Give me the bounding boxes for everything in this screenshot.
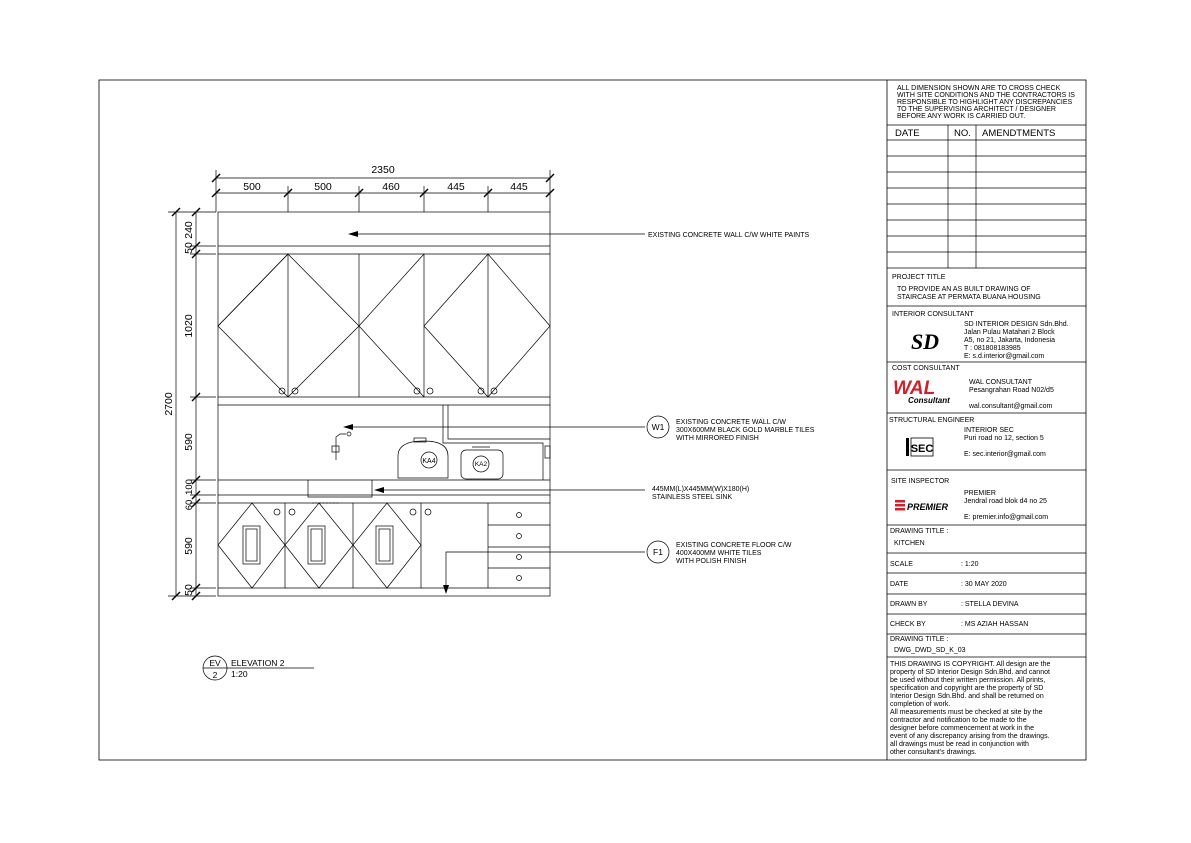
site-line-1: PREMIER [964, 490, 996, 497]
elevation-scale: 1:20 [231, 669, 248, 679]
appliance-ka2-tag: KA2 [474, 461, 488, 468]
w1-note-line-1: EXISTING CONCRETE WALL C/W [676, 419, 786, 426]
disclaimer-line-5: BEFORE ANY WORK IS CARRIED OUT. [897, 113, 1026, 120]
sd-logo: SD [910, 329, 940, 354]
dim-height-5: 100 [184, 479, 195, 495]
project-title-label: PROJECT TITLE [892, 274, 946, 281]
interior-line-4: T : 081808183985 [964, 345, 1021, 352]
dim-total-height: 2700 [163, 392, 175, 416]
f1-note-line-1: EXISTING CONCRETE FLOOR C/W [676, 542, 792, 549]
drawing-number: DWG_DWD_SD_K_03 [894, 647, 966, 654]
elevation-tag-top: EV [209, 658, 221, 668]
drawn-by-value: : STELLA DEVINA [961, 601, 1019, 608]
dim-height-8: 50 [183, 584, 195, 596]
dim-width-2: 500 [314, 181, 332, 193]
dim-width-5: 445 [510, 181, 528, 193]
interior-line-1: SD INTERIOR DESIGN Sdn.Bhd. [964, 321, 1069, 328]
cost-line-2: Pesangrahan Road N02/d5 [969, 387, 1054, 394]
drawn-by-label: DRAWN BY [890, 601, 928, 608]
kitchen-elevation [168, 170, 669, 600]
w1-tag: W1 [651, 422, 665, 432]
dim-width-3: 460 [382, 181, 400, 193]
copyright-line-5: Interior Design Sdn.Bhd. and shall be returned on [890, 693, 1044, 700]
dim-height-4: 590 [183, 433, 195, 451]
copyright-line-7: All measurements must be checked at site by the [890, 709, 1043, 716]
check-by-value: : MS AZIAH HASSAN [961, 621, 1029, 628]
sink-note-line-2: STAINLESS STEEL SINK [652, 494, 733, 501]
date-label: DATE [890, 581, 909, 588]
interior-line-3: A5, no 21, Jakarta, Indonesia [964, 337, 1056, 344]
wall-note: EXISTING CONCRETE WALL C/W WHITE PAINTS [648, 232, 810, 239]
site-line-2: Jendral road blok d4 no 25 [964, 498, 1047, 505]
sink-note-line-1: 445MM(L)X445MM(W)X180(H) [652, 486, 750, 493]
structural-line-1: INTERIOR SEC [964, 427, 1014, 434]
disclaimer-line-3: RESPONSIBLE TO HIGHLIGHT ANY DISCREPANCIES [897, 99, 1073, 106]
amend-header-no: NO. [954, 128, 971, 139]
structural-email: E: sec.interior@gmail.com [964, 451, 1046, 458]
dim-height-2: 240 [183, 221, 195, 239]
f1-note-line-2: 400X400MM WHITE TILES [676, 550, 762, 557]
copyright-line-8: contractor and notification to be made to the [890, 717, 1027, 724]
premier-logo: PREMIER [907, 502, 949, 512]
f1-tag: F1 [653, 547, 663, 557]
copyright-line-9: designer before commencement at work in the [890, 725, 1034, 732]
site-inspector-label: SITE INSPECTOR [891, 478, 950, 485]
scale-label: SCALE [890, 561, 913, 568]
copyright-line-4: specification and copyright are the property of SD [890, 685, 1044, 692]
disclaimer-line-4: TO THE SUPERVISING ARCHITECT / DESIGNER [897, 106, 1056, 113]
copyright-line-11: all drawings must be read in conjunction with [890, 741, 1029, 748]
f1-note-line-3: WITH POLISH FINISH [676, 558, 747, 565]
elevation-title: ELEVATION 2 [231, 658, 285, 668]
amend-header-amendments: AMENDTMENTS [982, 128, 1056, 139]
amend-header-date: DATE [895, 128, 920, 139]
cost-line-1: WAL CONSULTANT [969, 379, 1033, 386]
cost-email: wal.consultant@gmail.com [969, 403, 1053, 410]
cost-consultant-label: COST CONSULTANT [892, 365, 960, 372]
dim-height-7: 590 [183, 537, 195, 555]
dim-height-6: 60 [184, 499, 195, 511]
copyright-line-12: other consultant's drawings. [890, 749, 977, 756]
scale-value: : 1:20 [961, 561, 979, 568]
check-by-label: CHECK BY [890, 621, 926, 628]
interior-line-2: Jalan Pulau Matahari 2 Block [964, 329, 1055, 336]
dim-total-width: 2350 [371, 164, 395, 176]
structural-engineer-label: STRUCTURAL ENGINEER [889, 417, 975, 424]
interior-consultant-label: INTERIOR CONSULTANT [892, 311, 974, 318]
copyright-line-2: property of SD Interior Design Sdn.Bhd. and cannot [890, 669, 1050, 676]
drawing-no-label: DRAWING TITLE : [890, 636, 949, 643]
dim-width-4: 445 [447, 181, 465, 193]
appliance-ka4-tag: KA4 [422, 458, 436, 465]
site-email: E: premier.info@gmail.com [964, 514, 1049, 521]
copyright-line-3: be used without their written permission. All prints, [890, 677, 1046, 684]
interior-line-5: E: s.d.interior@gmail.com [964, 353, 1045, 360]
copyright-line-6: completion of work. [890, 701, 951, 708]
disclaimer-line-1: ALL DIMENSION SHOWN ARE TO CROSS CHECK [897, 85, 1061, 92]
copyright-line-10: event of any discrepancy arising from the drawings. [890, 733, 1050, 740]
premier-logo-mark [895, 500, 905, 511]
structural-line-2: Puri road no 12, section 5 [964, 435, 1044, 442]
project-title-line-2: STAIRCASE AT PERMATA BUANA HOUSING [897, 294, 1041, 301]
copyright-line-1: THIS DRAWING IS COPYRIGHT. All design are the [890, 661, 1051, 668]
disclaimer-line-2: WITH SITE CONDITIONS AND THE CONTRACTORS IS [897, 92, 1075, 99]
sec-logo: SEC [910, 443, 934, 455]
elevation-tag-number: 2 [212, 670, 218, 680]
dim-height-3: 1020 [183, 314, 195, 338]
project-title-line-1: TO PROVIDE AN AS BUILT DRAWING OF [897, 286, 1031, 293]
wal-logo: WAL [893, 378, 936, 399]
w1-note-line-3: WITH MIRRORED FINISH [676, 435, 759, 442]
dim-height-1: 50 [183, 242, 195, 254]
date-value: : 30 MAY 2020 [961, 581, 1007, 588]
dim-width-1: 500 [243, 181, 261, 193]
w1-note-line-2: 300X600MM BLACK GOLD MARBLE TILES [676, 427, 815, 434]
drawing-title: KITCHEN [894, 540, 925, 547]
wal-logo-sub: Consultant [908, 396, 950, 405]
drawing-title-label: DRAWING TITLE : [890, 528, 949, 535]
